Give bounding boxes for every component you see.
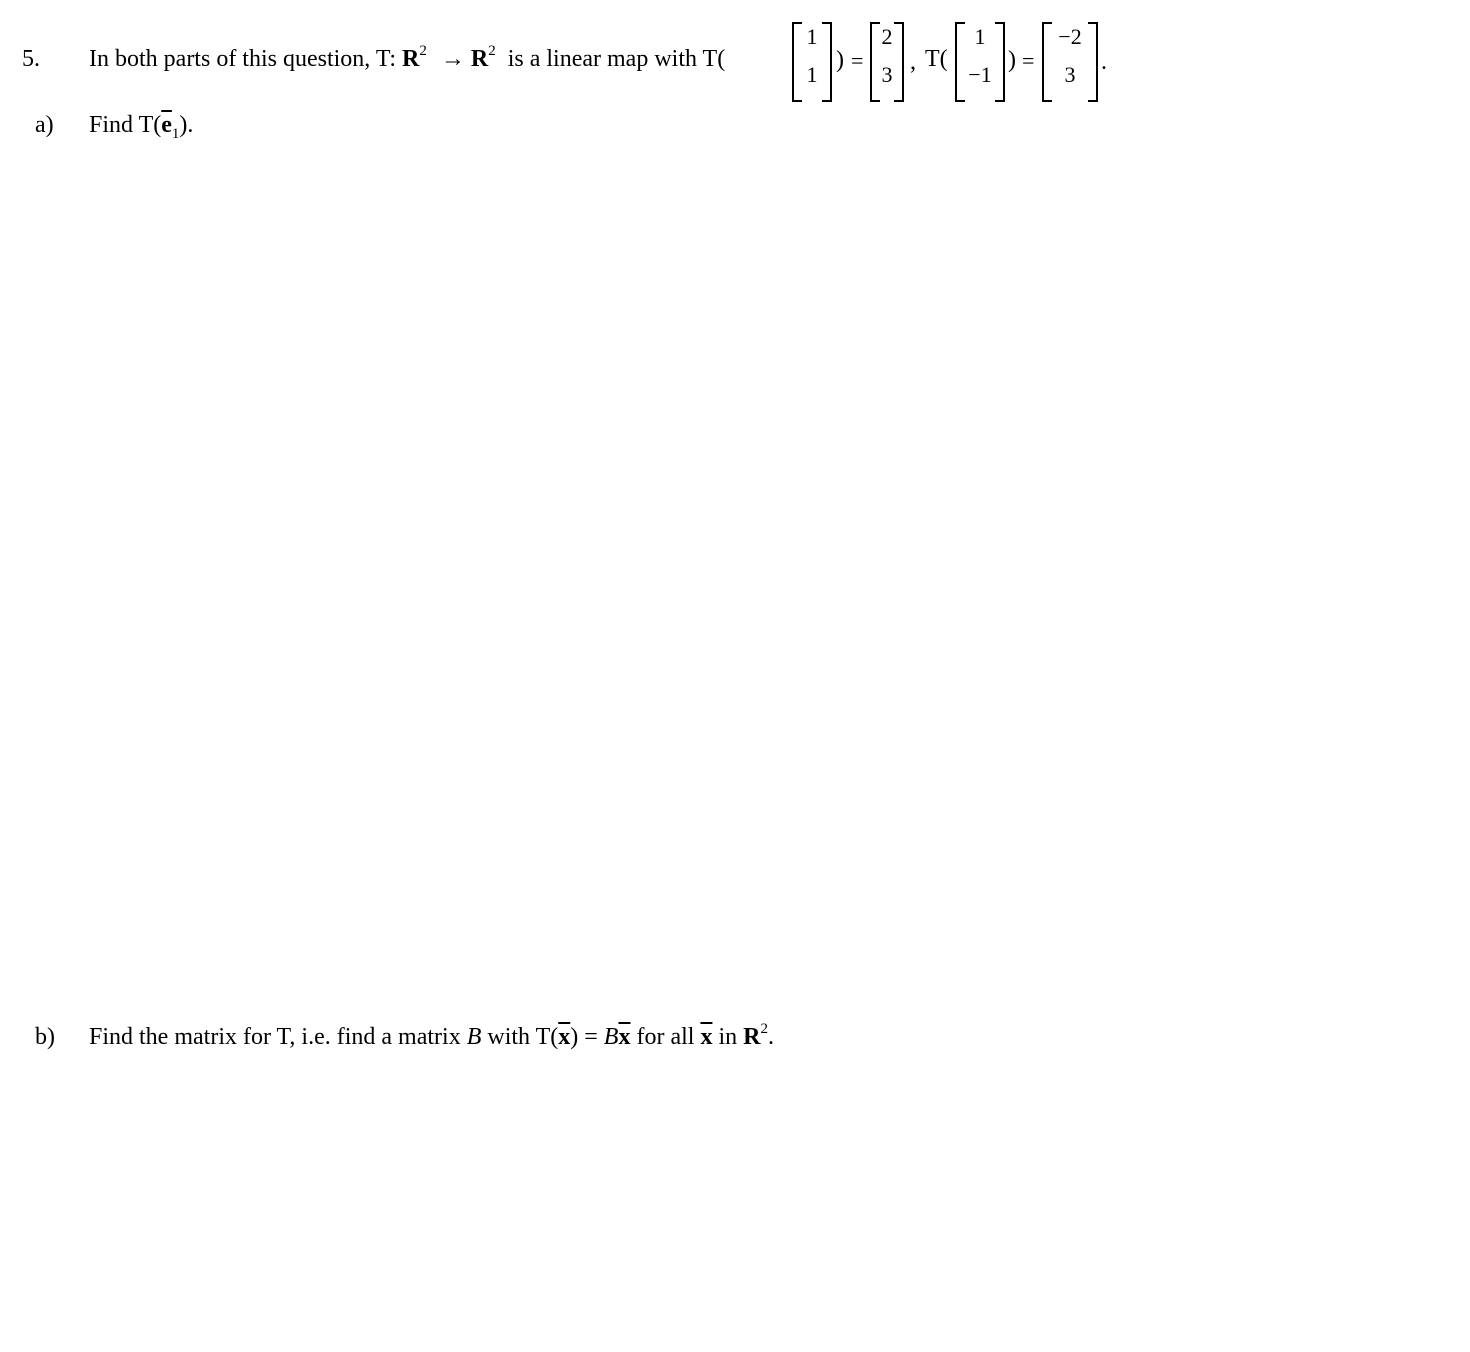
- vector-entry: 1: [974, 24, 986, 49]
- space-symbol: R: [743, 1024, 761, 1050]
- e-vector: $\overline{e}$: [161, 112, 172, 138]
- linear-map-text: is a linear map with T(: [501, 46, 726, 72]
- map1-output-vector: [870, 22, 904, 100]
- bracket-right: [1088, 22, 1098, 102]
- vector-entry: 3: [881, 62, 893, 87]
- vector-entry: −1: [968, 62, 992, 87]
- separator-comma: ,: [910, 49, 916, 75]
- map1-input-vector: [792, 22, 832, 100]
- map2-prefix: T(: [925, 46, 948, 72]
- question-intro: [89, 43, 726, 72]
- vector-entry: 2: [881, 24, 893, 49]
- part-a-prefix: Find T(: [89, 112, 162, 138]
- close-paren: ): [836, 47, 844, 73]
- domain-symbol: R: [402, 46, 420, 72]
- close-paren: ): [1008, 47, 1016, 73]
- part-b-text: [89, 1021, 774, 1050]
- x-vector: $\overline{x}$: [618, 1024, 631, 1050]
- map2-input-vector: [955, 22, 1005, 100]
- vector-entry: 1: [806, 62, 818, 87]
- x-vector: $\overline{x}$: [700, 1024, 713, 1050]
- domain-dimension: 2: [419, 43, 427, 59]
- bracket-right: [995, 22, 1005, 102]
- part-a-text: [89, 112, 194, 142]
- final-period: .: [1101, 49, 1107, 75]
- matrix-var-b: B: [603, 1024, 619, 1050]
- part-b-text-2: with T(: [481, 1024, 559, 1050]
- part-b-end: .: [767, 1024, 774, 1050]
- vector-entry: 3: [1064, 62, 1076, 87]
- question-number: 5.: [22, 46, 40, 72]
- vector-entry: −2: [1058, 24, 1082, 49]
- part-b-text-4: for all: [630, 1024, 701, 1050]
- matrix-var-b: B: [466, 1024, 482, 1050]
- part-b-text-3: ) =: [570, 1024, 604, 1050]
- part-a-suffix: ).: [179, 112, 194, 138]
- codomain-dimension: 2: [488, 43, 496, 59]
- bracket-right: [894, 22, 904, 102]
- bracket-right: [822, 22, 832, 102]
- part-b-text-1: Find the matrix for T, i.e. find a matrix: [89, 1024, 467, 1050]
- codomain-symbol: R: [470, 46, 489, 72]
- x-vector: $\overline{x}$: [558, 1024, 571, 1050]
- vector-entry: 1: [806, 24, 818, 49]
- space-dimension: 2: [760, 1021, 768, 1037]
- intro-text: In both parts of this question, T:: [89, 46, 403, 72]
- part-a-label: a): [35, 112, 54, 138]
- e-subscript: 1: [171, 125, 180, 142]
- part-b-label: b): [35, 1024, 55, 1050]
- map-arrow: →: [440, 46, 465, 72]
- equals-sign: =: [851, 48, 864, 73]
- part-b-text-5: in: [712, 1024, 744, 1050]
- equals-sign: =: [1022, 48, 1035, 73]
- map2-output-vector: [1042, 22, 1098, 100]
